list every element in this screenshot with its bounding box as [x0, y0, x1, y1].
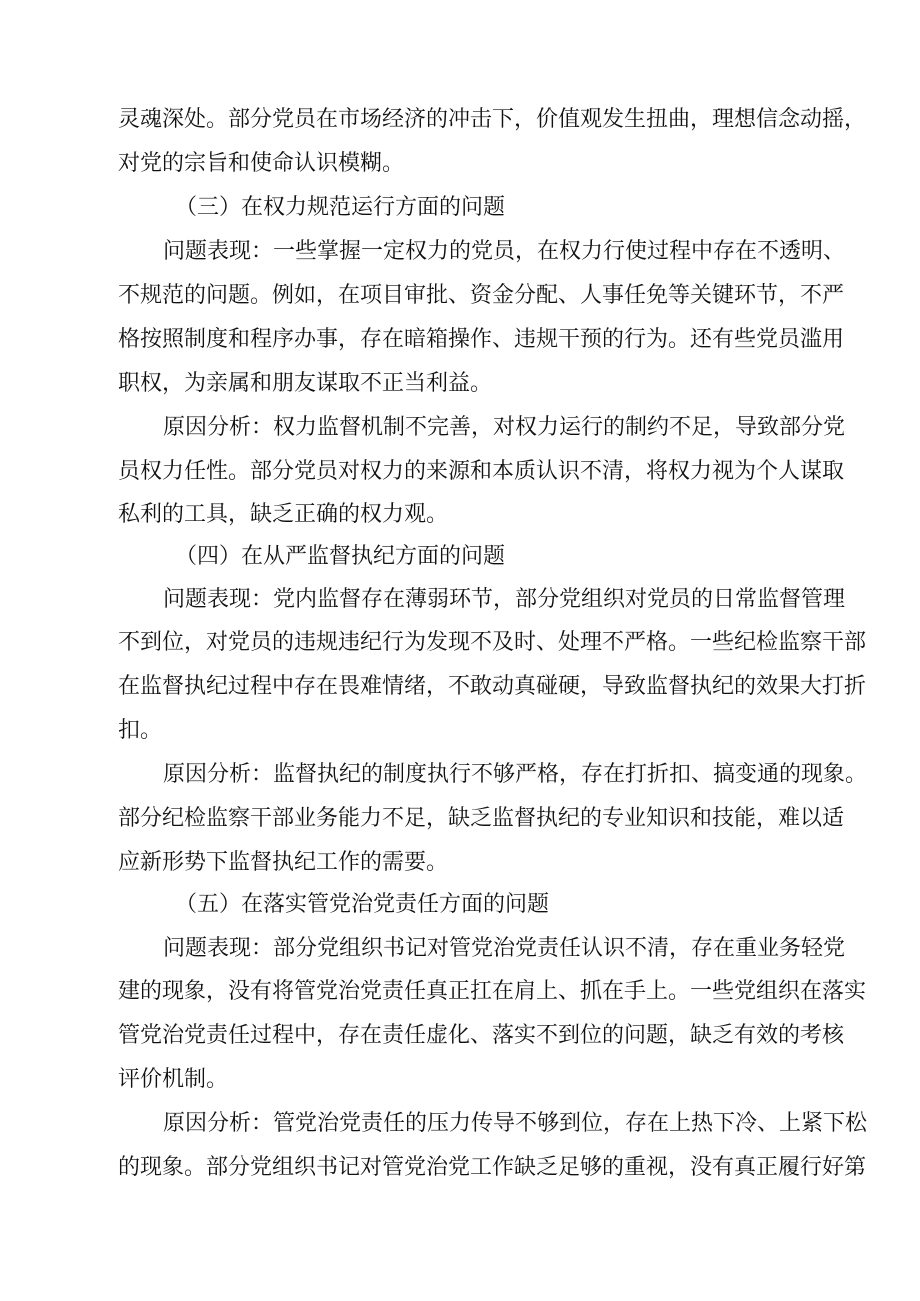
paragraph-start: 问题表现：部分党组织书记对管党治党责任认识不清，存在重业务轻党 [163, 936, 846, 961]
text-line: 不到位，对党员的违规违纪行为发现不及时、处理不严格。一些纪检监察干部 [118, 630, 867, 655]
text-line: 职权，为亲属和朋友谋取不正当利益。 [118, 371, 493, 396]
text-line: 建的现象，没有将管党治党责任真正扛在肩上、抓在手上。一些党组织在落实 [118, 979, 867, 1004]
text-line: 评价机制。 [118, 1067, 229, 1092]
text-line: 扣。 [118, 718, 163, 743]
section-heading-4: （四）在从严监督执纪方面的问题 [175, 544, 506, 569]
section-heading-5: （五）在落实管党治党责任方面的问题 [175, 892, 550, 917]
text-line: 格按照制度和程序办事，存在暗箱操作、违规干预的行为。还有些党员滥用 [118, 327, 845, 352]
paragraph-start: 问题表现：党内监督存在薄弱环节，部分党组织对党员的日常监督管理 [163, 587, 846, 612]
text-line: 员权力任性。部分党员对权力的来源和本质认识不清，将权力视为个人谋取 [118, 459, 845, 484]
text-line: 的现象。部分党组织书记对管党治党工作缺乏足够的重视，没有真正履行好第 [118, 1155, 867, 1180]
paragraph-start: 问题表现：一些掌握一定权力的党员，在权力行使过程中存在不透明、 [163, 239, 846, 264]
section-heading-3: （三）在权力规范运行方面的问题 [175, 195, 506, 220]
text-line: 对党的宗旨和使命认识模糊。 [118, 151, 405, 176]
text-line: 灵魂深处。部分党员在市场经济的冲击下，价值观发生扭曲，理想信念动摇， [118, 107, 867, 132]
text-line: 私利的工具，缺乏正确的权力观。 [118, 502, 449, 527]
paragraph-start: 原因分析：管党治党责任的压力传导不够到位，存在上热下冷、上紧下松 [163, 1111, 868, 1136]
text-line: 应新形势下监督执纪工作的需要。 [118, 850, 449, 875]
text-line: 管党治党责任过程中，存在责任虚化、落实不到位的问题，缺乏有效的考核 [118, 1023, 845, 1048]
paragraph-start: 原因分析：权力监督机制不完善，对权力运行的制约不足，导致部分党 [163, 415, 846, 440]
text-line: 部分纪检监察干部业务能力不足，缺乏监督执纪的专业知识和技能，难以适 [118, 806, 845, 831]
text-line: 在监督执纪过程中存在畏难情绪，不敢动真碰硬，导致监督执纪的效果大打折 [118, 674, 867, 699]
paragraph-start: 原因分析：监督执纪的制度执行不够严格，存在打折扣、搞变通的现象。 [163, 762, 868, 787]
text-line: 不规范的问题。例如，在项目审批、资金分配、人事任免等关键环节，不严 [118, 283, 845, 308]
